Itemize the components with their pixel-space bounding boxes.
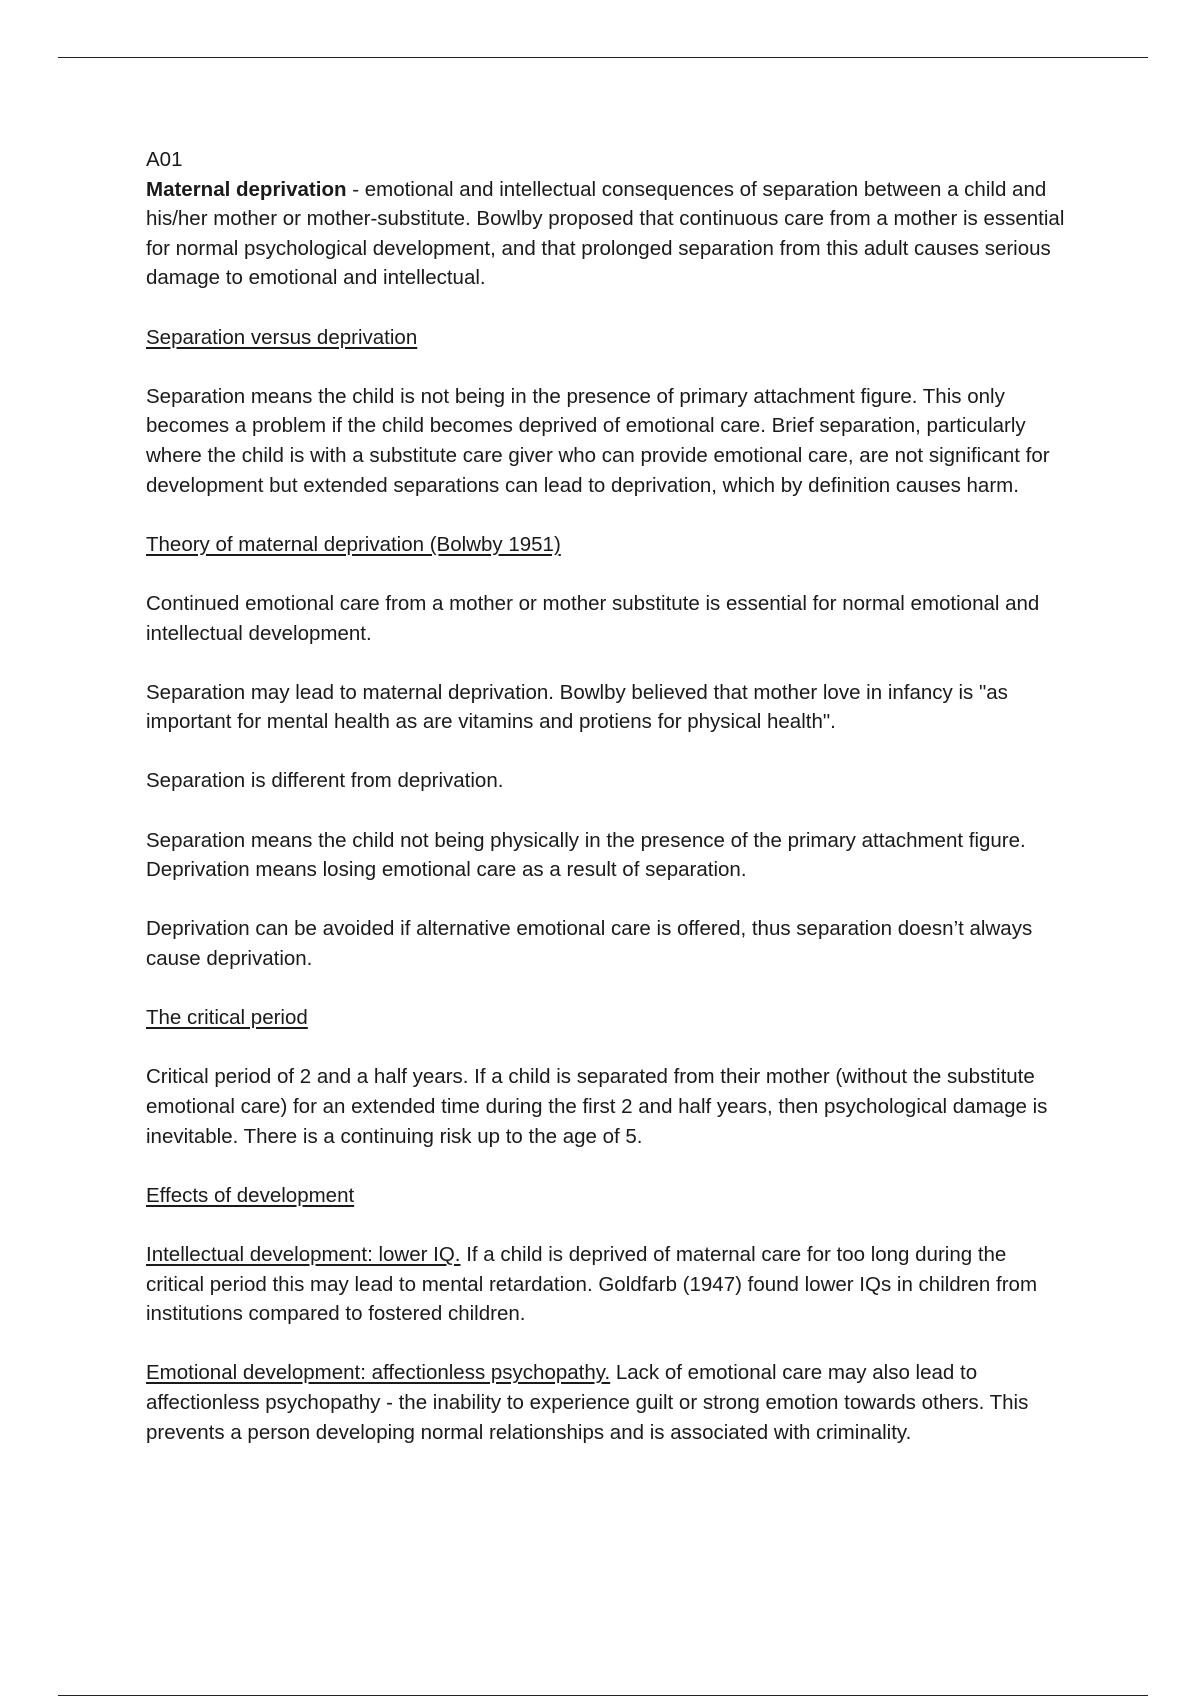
paragraph-theory-5: Deprivation can be avoided if alternative emotional care is offered, thus separation doesn’t always cause deprivation. [146, 917, 1033, 971]
paragraph-separation: Separation means the child is not being in the presence of primary attachment figure. This only becomes a problem if the child becomes deprived of emotional care. Brief separation, particularly where the child is with a substitute care giver who can provide emotional care, are not significant for development but extended separations can lead to deprivation, which by definition causes harm. [146, 384, 1050, 497]
paragraph-theory-2: Separation may lead to maternal deprivation. Bowlby believed that mother love in infancy is "as important for mental health as are vitamins and protiens for physical health". [146, 680, 1008, 734]
heading-critical-period: The critical period [146, 1006, 308, 1030]
paragraph-critical-period: Critical period of 2 and a half years. If a child is separated from their mother (without the substitute emotional care) for an extended time during the first 2 and half years, then psychological damage is inevitable. There is a continuing risk up to the age of 5. [146, 1065, 1048, 1148]
paragraph-theory-3: Separation is different from deprivation. [146, 769, 504, 793]
heading-theory-of-maternal-deprivation: Theory of maternal deprivation (Bolwby 1951) [146, 532, 561, 556]
intellectual-text: If a child is deprived of maternal care for too long during the critical period this may lead to mental retardation. Goldfarb (1947) found lower IQs in children from institutions compared to fostered children. [146, 1242, 1038, 1326]
paragraph-theory-4b: Deprivation means losing emotional care as a result of separation. [146, 858, 747, 882]
paragraph-theory-1: Continued emotional care from a mother or mother substitute is essential for normal emotional and intellectual development. [146, 591, 1040, 645]
intro-text: - emotional and intellectual consequences of separation between a child and his/her mother or mother-substitute. Bowlby proposed that continuous care from a mother is essential for normal psychological development, and that prolonged separation from this adult causes serious damage to emotional and intellectual. [146, 177, 1065, 290]
heading-separation-versus-deprivation: Separation versus deprivation [146, 325, 418, 349]
heading-effects-of-development: Effects of development [146, 1183, 355, 1207]
header-rule [58, 57, 1148, 58]
intro-term: Maternal deprivation [146, 177, 347, 201]
document-body [146, 145, 1066, 1477]
emotional-text: Lack of emotional care may also lead to affectionless psychopathy - the inability to experience guilt or strong emotion towards others. This prevents a person developing normal relationships and is associated with criminality. [146, 1361, 1029, 1444]
paragraph-theory-4a: Separation means the child not being physically in the presence of the primary attachment figure. [146, 828, 1026, 852]
footer-rule [58, 1695, 1148, 1696]
paragraph-intellectual-development [146, 1240, 1066, 1329]
document-code: A01 [146, 148, 183, 171]
intellectual-label: Intellectual development: lower IQ. [146, 1242, 461, 1266]
intro-paragraph [146, 175, 1066, 293]
emotional-label: Emotional development: affectionless psychopathy. [146, 1361, 611, 1385]
paragraph-emotional-development [146, 1358, 1066, 1447]
